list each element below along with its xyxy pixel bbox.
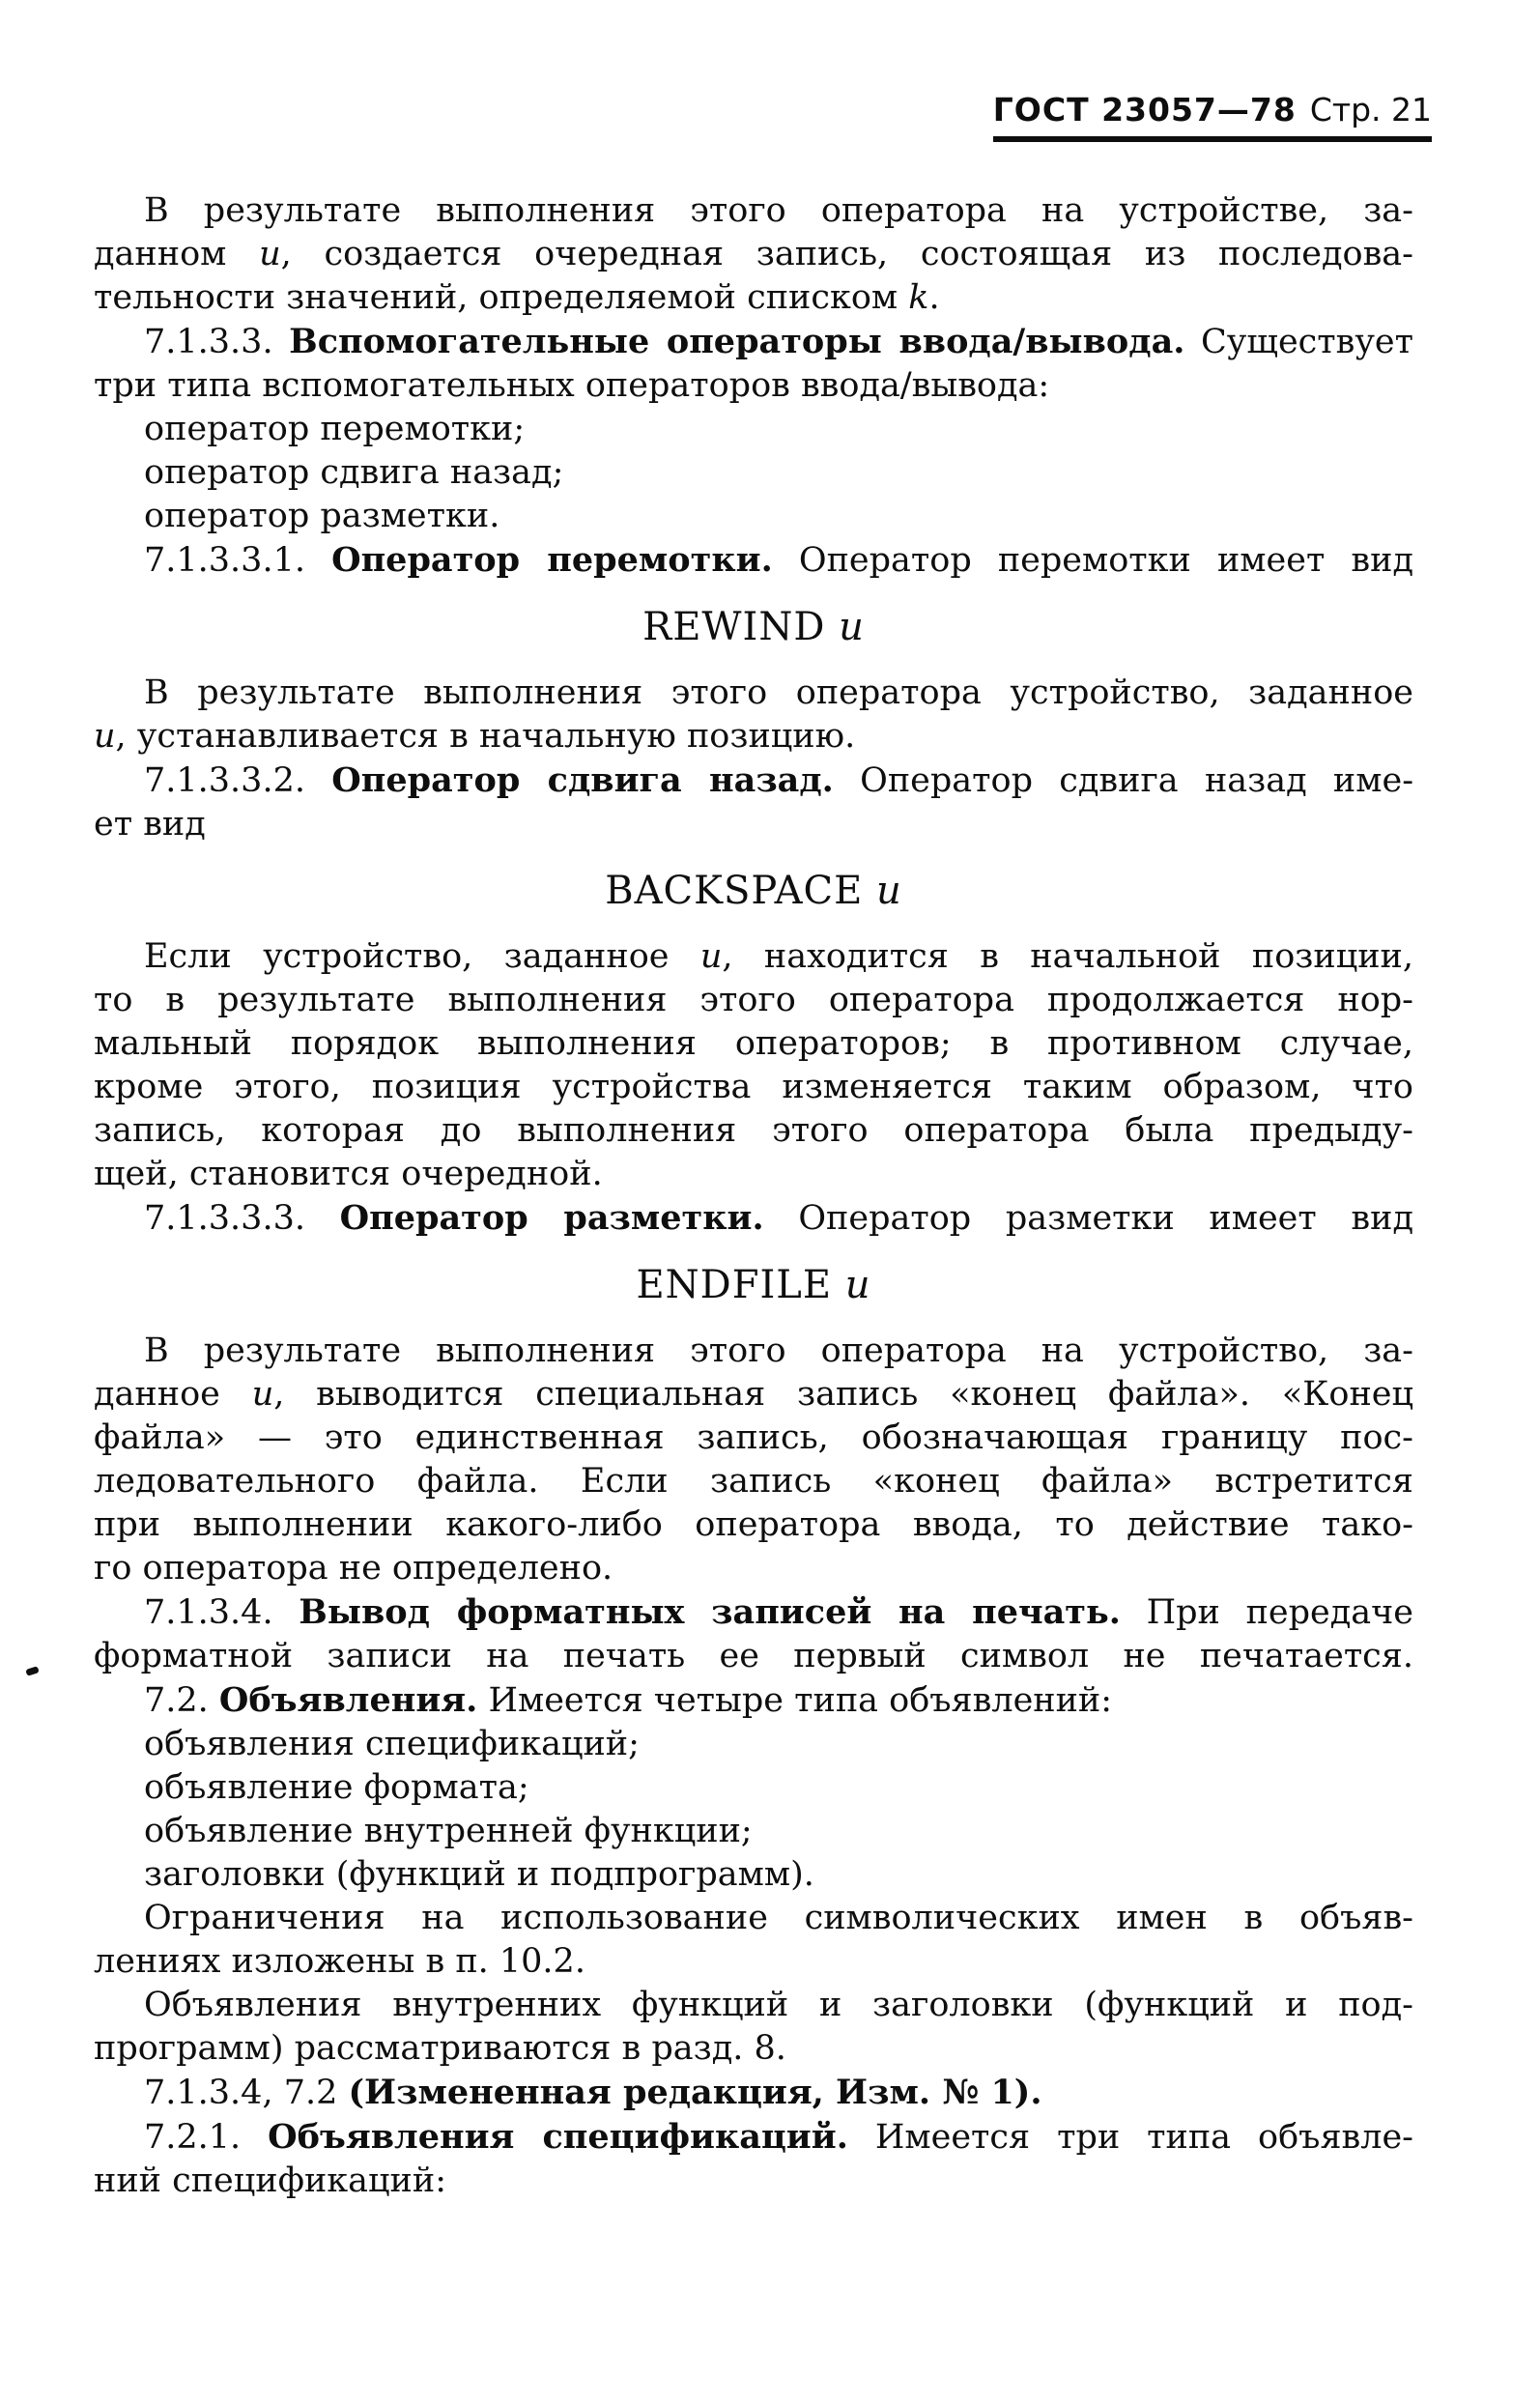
text-segment: 7.1.3.3. — [144, 323, 290, 361]
text-segment: объявление внутренней функции; — [144, 1812, 753, 1850]
text-line — [94, 803, 1413, 846]
text-segment: u — [699, 937, 723, 976]
text-line — [94, 2071, 1413, 2115]
text-segment: файла» — это единственная запись, обозначающая границу пос- — [94, 1418, 1413, 1457]
text-line — [94, 1503, 1413, 1547]
text-segment: Оператор разметки. — [339, 1198, 764, 1238]
text-segment: объявление формата; — [144, 1768, 529, 1807]
text-segment: Если устройство, заданное — [144, 937, 700, 976]
text-segment: 7.1.3.4. — [144, 1593, 299, 1632]
text-line — [94, 1940, 1413, 1984]
text-segment: запись, которая до выполнения этого оператора была предыду- — [94, 1111, 1413, 1150]
text-segment: 7.2.1. — [144, 2118, 269, 2157]
text-segment: Объявления. — [218, 1680, 478, 1720]
text-line — [94, 1373, 1413, 1417]
text-line — [94, 538, 1413, 583]
text-line — [94, 979, 1413, 1022]
text-segment: Вспомогательные операторы ввода/вывода. — [289, 322, 1185, 361]
text-segment: Оператор перемотки. — [331, 540, 773, 580]
text-line — [94, 1766, 1413, 1810]
text-segment: программ) рассматриваются в разд. 8. — [94, 2029, 786, 2068]
text-segment: Объявления спецификаций. — [268, 2117, 848, 2157]
text-segment: Оператор разметки имеет вид — [763, 1199, 1413, 1238]
text-segment: то в результате выполнения этого оператора продолжается нор- — [94, 981, 1413, 1019]
text-line — [94, 1678, 1413, 1723]
text-segment: u — [839, 605, 865, 649]
text-segment: В результате выполнения этого оператора устройство, заданное — [144, 673, 1413, 712]
page-header-rule — [993, 93, 1432, 142]
text-segment: данное — [94, 1375, 252, 1414]
text-segment: объявления спецификаций; — [144, 1725, 640, 1763]
text-segment: Имеется четыре типа объявлений: — [477, 1681, 1113, 1720]
text-line — [94, 451, 1413, 495]
text-segment: 7.1.3.3.1. — [144, 541, 332, 580]
text-segment: ет вид — [94, 805, 206, 844]
page-number: Стр. 21 — [1309, 91, 1432, 129]
text-segment: 7.1.3.3.2. — [144, 761, 332, 800]
text-segment: заголовки (функций и подпрограмм). — [144, 1855, 814, 1894]
text-segment: u — [844, 1263, 871, 1307]
text-column — [94, 189, 1413, 2203]
text-segment: Оператор сдвига назад. — [331, 760, 834, 800]
text-line — [94, 320, 1413, 364]
text-line — [94, 495, 1413, 538]
doc-number: ГОСТ 23057—78 — [992, 91, 1297, 129]
text-line — [94, 1547, 1413, 1590]
text-line — [94, 1460, 1413, 1503]
statement-line — [94, 604, 1413, 650]
text-line — [94, 1590, 1413, 1635]
page-header — [993, 93, 1432, 142]
text-line — [94, 1853, 1413, 1897]
text-segment: ний спецификаций: — [94, 2161, 447, 2200]
text-segment: Оператор перемотки имеет вид — [772, 541, 1413, 580]
text-segment: ENDFILE — [636, 1263, 845, 1307]
text-line — [94, 672, 1413, 715]
text-segment: , устанавливается в начальную позицию. — [115, 717, 856, 756]
text-segment: три типа вспомогательных операторов ввода/вывода: — [94, 366, 1050, 405]
text-segment: u — [94, 717, 116, 756]
text-segment: мальный порядок выполнения операторов; в противном случае, — [94, 1024, 1413, 1063]
text-segment: , создается очередная запись, состоящая из последова- — [280, 235, 1413, 273]
text-line — [94, 1417, 1413, 1460]
text-segment: u — [259, 235, 281, 273]
text-segment: форматной записи на печать ее первый символ не печатается. — [94, 1637, 1413, 1675]
text-segment: 7.2. — [144, 1681, 219, 1720]
margin-speck — [25, 1666, 40, 1676]
text-segment: Существует — [1184, 323, 1413, 361]
text-segment: оператор перемотки; — [144, 410, 526, 448]
text-line — [94, 1196, 1413, 1241]
text-segment: лениях изложены в п. 10.2. — [94, 1942, 585, 1981]
text-line — [94, 189, 1413, 233]
text-line — [94, 1330, 1413, 1373]
text-line — [94, 1066, 1413, 1109]
text-line — [94, 2115, 1413, 2160]
text-segment: 7.1.3.3.3. — [144, 1199, 340, 1238]
text-line — [94, 1810, 1413, 1853]
text-line — [94, 1984, 1413, 2027]
text-line — [94, 233, 1413, 276]
text-segment: Вывод форматных записей на печать. — [299, 1592, 1121, 1632]
text-line — [94, 715, 1413, 758]
text-segment: Оператор сдвига назад име- — [833, 761, 1414, 800]
text-segment: k — [908, 278, 929, 317]
text-line — [94, 1109, 1413, 1153]
text-segment: При передаче — [1120, 1593, 1413, 1632]
text-line — [94, 2160, 1413, 2203]
text-segment: данном — [94, 235, 260, 273]
text-line — [94, 1723, 1413, 1766]
text-segment: Имеется три типа объявле- — [847, 2118, 1414, 2157]
text-segment: В результате выполнения этого оператора на устройстве, за- — [144, 191, 1413, 230]
text-segment: В результате выполнения этого оператора на устройство, за- — [144, 1331, 1413, 1370]
text-segment: (Измененная редакция, Изм. № 1). — [348, 2073, 1042, 2112]
text-segment: ледовательного файла. Если запись «конец файла» встретится — [94, 1462, 1413, 1501]
text-segment: го оператора не определено. — [94, 1549, 613, 1588]
text-segment: тельности значений, определяемой списком — [94, 278, 909, 317]
text-line — [94, 2027, 1413, 2071]
text-line — [94, 935, 1413, 979]
text-segment: BACKSPACE — [605, 869, 877, 913]
text-segment: u — [251, 1375, 274, 1414]
text-segment: Ограничения на использование символических имен в объяв- — [144, 1899, 1413, 1937]
text-segment: оператор разметки. — [144, 497, 500, 535]
text-line — [94, 1022, 1413, 1066]
statement-line — [94, 868, 1413, 914]
text-line — [94, 1153, 1413, 1196]
text-line — [94, 1635, 1413, 1678]
text-line — [94, 408, 1413, 451]
text-segment: при выполнении какого-либо оператора ввода, то действие тако- — [94, 1505, 1413, 1544]
text-line — [94, 276, 1413, 320]
text-segment: , выводится специальная запись «конец файла». «Конец — [273, 1375, 1413, 1414]
text-segment: оператор сдвига назад; — [144, 453, 564, 492]
text-segment: щей, становится очередной. — [94, 1155, 603, 1193]
text-segment: , находится в начальной позиции, — [722, 937, 1413, 976]
text-segment: кроме этого, позиция устройства изменяется таким образом, что — [94, 1068, 1413, 1106]
text-segment: 7.1.3.4, 7.2 — [144, 2074, 349, 2112]
text-line — [94, 1897, 1413, 1940]
statement-line — [94, 1262, 1413, 1308]
text-segment: REWIND — [642, 605, 840, 649]
text-segment: u — [876, 869, 902, 913]
text-line — [94, 758, 1413, 803]
text-line — [94, 364, 1413, 408]
text-segment: . — [928, 278, 940, 317]
text-segment: Объявления внутренних функций и заголовки (функций и под- — [144, 1986, 1413, 2024]
